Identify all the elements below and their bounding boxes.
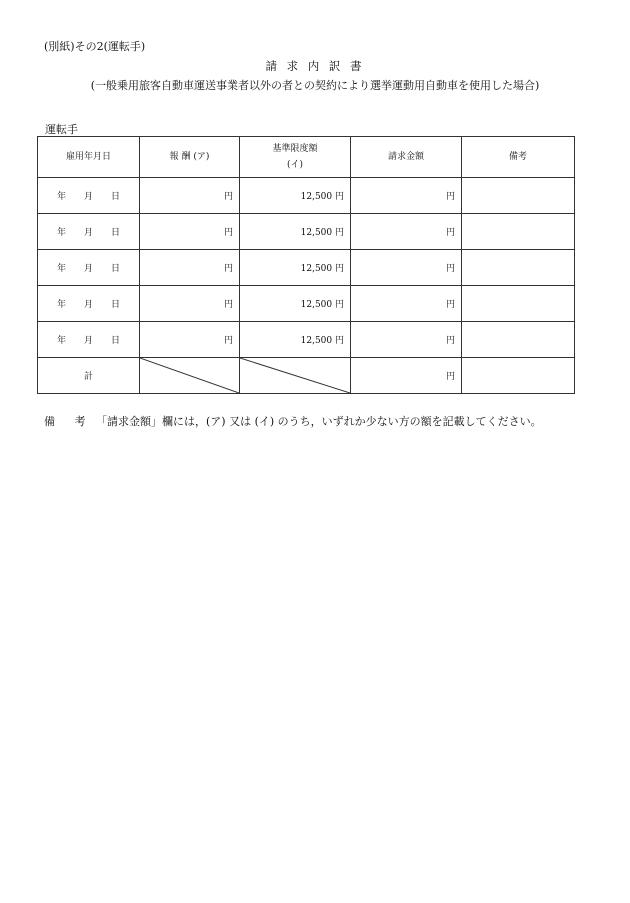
header-date: 雇用年月日 xyxy=(38,137,140,178)
table-row xyxy=(38,322,575,358)
remuneration-total-slashed-cell xyxy=(140,358,240,394)
claim-total-cell[interactable]: 円 xyxy=(351,358,462,394)
year-label: 年 xyxy=(56,192,66,202)
month-label: 月 xyxy=(83,228,93,238)
document-subtitle: (一般乗用旅客自動車運送事業者以外の者との契約により選挙運動用自動車を使用した場合) xyxy=(90,79,540,92)
document-title: 請 求 内 訳 書 xyxy=(265,59,365,73)
month-label: 月 xyxy=(83,264,93,274)
remuneration-cell[interactable]: 円 xyxy=(140,214,240,250)
limit-cell: 12,500 円 xyxy=(240,250,351,286)
table-row xyxy=(38,178,575,214)
remuneration-cell[interactable]: 円 xyxy=(140,250,240,286)
table-row xyxy=(38,250,575,286)
day-label: 日 xyxy=(111,264,121,274)
claim-cell[interactable]: 円 xyxy=(351,286,462,322)
table-row xyxy=(38,214,575,250)
header-remarks: 備考 xyxy=(462,137,575,178)
day-label: 日 xyxy=(111,228,121,238)
year-label: 年 xyxy=(56,300,66,310)
header-remuneration: 報 酬 (ア) xyxy=(140,137,240,178)
month-label: 月 xyxy=(83,336,93,346)
limit-cell: 12,500 円 xyxy=(240,178,351,214)
date-cell[interactable] xyxy=(38,322,140,358)
year-label: 年 xyxy=(56,264,66,274)
date-cell[interactable] xyxy=(38,214,140,250)
month-label: 月 xyxy=(83,300,93,310)
remarks-text: 「請求金額」欄には，(ア) 又は (イ) のうち，いずれか少ない方の額を記載してください。 xyxy=(96,415,542,428)
day-label: 日 xyxy=(111,336,121,346)
limit-cell: 12,500 円 xyxy=(240,322,351,358)
total-row xyxy=(38,358,575,394)
remarks-cell[interactable] xyxy=(462,178,575,214)
year-label: 年 xyxy=(56,228,66,238)
remuneration-cell[interactable]: 円 xyxy=(140,322,240,358)
table-row xyxy=(38,286,575,322)
claim-cell[interactable]: 円 xyxy=(351,322,462,358)
date-cell[interactable] xyxy=(38,250,140,286)
table-header-row xyxy=(38,137,575,178)
remarks-cell[interactable] xyxy=(462,250,575,286)
header-note: (別紙)その2(運転手) xyxy=(44,40,146,53)
limit-cell: 12,500 円 xyxy=(240,286,351,322)
year-label: 年 xyxy=(56,336,66,346)
total-label: 計 xyxy=(38,358,140,394)
remarks-cell[interactable] xyxy=(462,322,575,358)
diagonal-slash xyxy=(140,358,239,393)
date-cell[interactable] xyxy=(38,178,140,214)
day-label: 日 xyxy=(111,192,121,202)
month-label: 月 xyxy=(83,192,93,202)
section-label: 運転手 xyxy=(45,123,78,136)
header-limit-line1: 基準限度額 xyxy=(272,144,318,154)
remarks-total-cell[interactable] xyxy=(462,358,575,394)
limit-cell: 12,500 円 xyxy=(240,214,351,250)
diagonal-slash xyxy=(240,358,350,393)
limit-total-slashed-cell xyxy=(240,358,351,394)
date-cell[interactable] xyxy=(38,286,140,322)
remuneration-cell[interactable]: 円 xyxy=(140,286,240,322)
remuneration-cell[interactable]: 円 xyxy=(140,178,240,214)
header-limit xyxy=(240,137,351,178)
header-claim: 請求金額 xyxy=(351,137,462,178)
header-limit-line2: (イ) xyxy=(286,160,304,170)
claim-cell[interactable]: 円 xyxy=(351,214,462,250)
remarks-label: 備 考 xyxy=(44,415,94,428)
remarks-cell[interactable] xyxy=(462,286,575,322)
remarks-cell[interactable] xyxy=(462,214,575,250)
claim-cell[interactable]: 円 xyxy=(351,250,462,286)
day-label: 日 xyxy=(111,300,121,310)
statement-table xyxy=(37,136,575,394)
claim-cell[interactable]: 円 xyxy=(351,178,462,214)
